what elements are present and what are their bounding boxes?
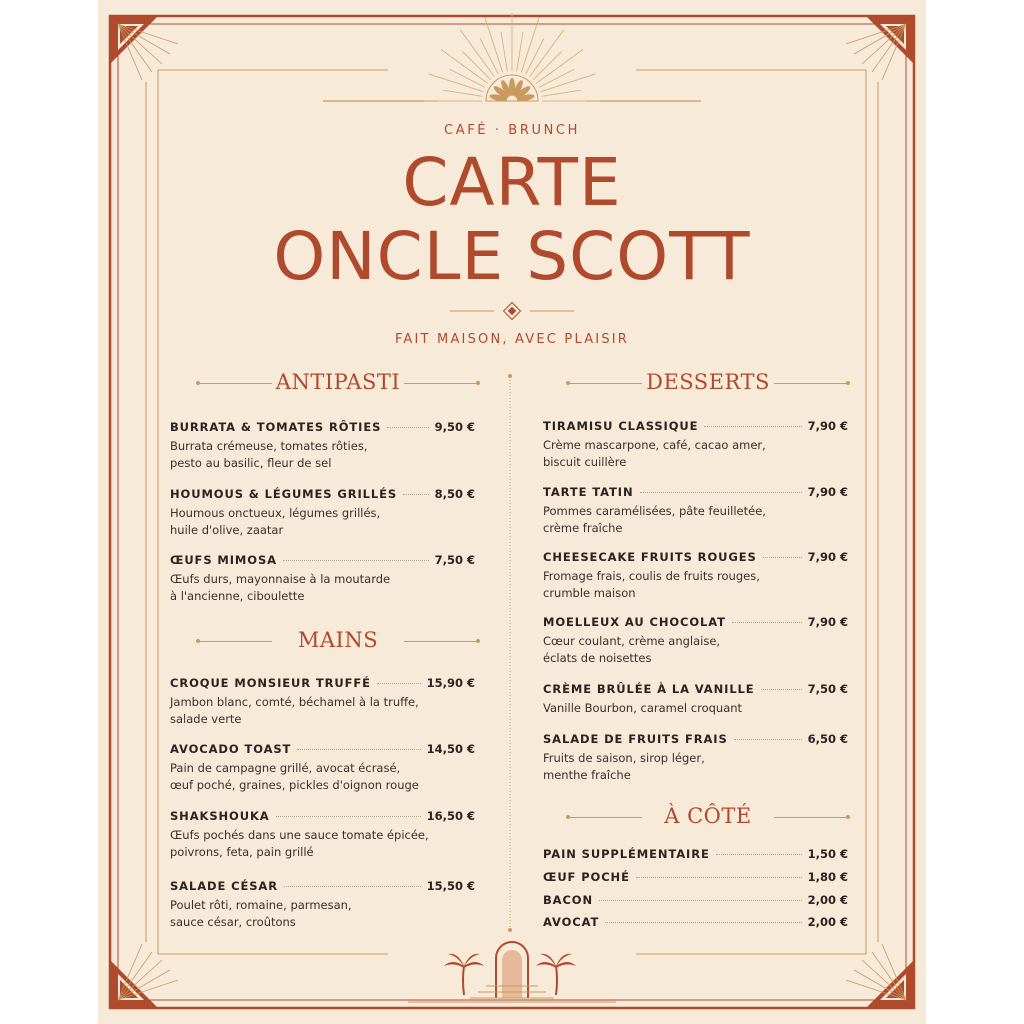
item-price: 15,50 €: [426, 879, 475, 893]
menu-item: [543, 893, 848, 907]
palm-tree-icon: [444, 954, 484, 995]
menu-item: [170, 809, 475, 861]
item-name: SALADE CÉSAR: [170, 879, 278, 893]
menu-item: [543, 485, 848, 537]
item-description: Fromage frais, coulis de fruits rouges, crumble maison: [543, 569, 760, 600]
menu-item: [170, 676, 475, 728]
item-name: ŒUFS MIMOSA: [170, 553, 277, 567]
item-price: 7,50 €: [434, 553, 475, 567]
item-description: Pain de campagne grillé, avocat écrasé, œuf poché, graines, pickles d'oignon rouge: [170, 761, 419, 792]
item-description: Œufs durs, mayonnaise à la moutarde à l'ancienne, ciboulette: [170, 572, 391, 603]
item-description: Œufs pochés dans une sauce tomate épicée, poivrons, feta, pain grillé: [170, 828, 429, 859]
item-name: SHAKSHOUKA: [170, 809, 270, 823]
item-name: MOELLEUX AU CHOCOLAT: [543, 615, 726, 629]
menu-item: [170, 742, 475, 794]
menu-item: [170, 879, 475, 931]
section-title-desserts: DESSERTS: [568, 372, 848, 393]
item-description: Crème mascarpone, café, cacao amer, biscuit cuillère: [543, 438, 766, 469]
palm-tree-icon: [536, 954, 576, 995]
item-price: 2,00 €: [807, 893, 848, 907]
sunburst-fan-icon: [424, 13, 600, 103]
menu-card: [98, 0, 926, 1024]
item-name: CRÈME BRÛLÉE À LA VANILLE: [543, 682, 755, 696]
item-description: Burrata crémeuse, tomates rôties, pesto au basilic, fleur de sel: [170, 439, 368, 470]
item-name: BACON: [543, 893, 594, 907]
menu-item: [543, 870, 848, 884]
item-price: 1,50 €: [807, 847, 848, 861]
item-price: 1,80 €: [807, 870, 848, 884]
item-name: SALADE DE FRUITS FRAIS: [543, 732, 728, 746]
menu-item: [543, 550, 848, 602]
menu-item: [543, 915, 848, 929]
archway-icon: [408, 942, 616, 1002]
menu-item: [543, 682, 848, 717]
item-name: TIRAMISU CLASSIQUE: [543, 419, 699, 433]
item-name: ŒUF POCHÉ: [543, 870, 630, 884]
item-price: 16,50 €: [426, 809, 475, 823]
item-price: 7,90 €: [807, 485, 848, 499]
menu-title-line2: ONCLE SCOTT: [273, 218, 751, 295]
item-description: Jambon blanc, comté, béchamel à la truffe, salade verte: [170, 695, 419, 726]
item-name: AVOCADO TOAST: [170, 742, 292, 756]
item-price: 7,90 €: [807, 550, 848, 564]
menu-item: [543, 419, 848, 471]
item-price: 7,90 €: [807, 615, 848, 629]
item-name: TARTE TATIN: [543, 485, 634, 499]
item-description: Vanille Bourbon, caramel croquant: [543, 701, 743, 715]
item-price: 7,50 €: [807, 682, 848, 696]
menu-item: [543, 732, 848, 784]
item-description: Fruits de saison, sirop léger, menthe fraîche: [543, 751, 705, 782]
menu-item: [543, 615, 848, 667]
item-price: 14,50 €: [426, 742, 475, 756]
item-price: 2,00 €: [807, 915, 848, 929]
item-description: Poulet rôti, romaine, parmesan, sauce césar, croûtons: [170, 898, 352, 929]
item-name: CHEESECAKE FRUITS ROUGES: [543, 550, 757, 564]
menu-item: [170, 487, 475, 539]
menu-item: [170, 420, 475, 472]
section-title-mains: MAINS: [198, 630, 478, 651]
item-price: 7,90 €: [807, 419, 848, 433]
header-eyebrow: CAFÉ · BRUNCH: [444, 123, 580, 138]
menu-tagline: FAIT MAISON, AVEC PLAISIR: [394, 332, 630, 347]
item-description: Pommes caramélisées, pâte feuilletée, crème fraîche: [543, 504, 766, 535]
menu-title-line1: CARTE: [402, 144, 622, 221]
item-name: PAIN SUPPLÉMENTAIRE: [543, 847, 710, 861]
diamond-divider-icon: [450, 303, 574, 320]
menu-item: [170, 553, 475, 605]
item-price: 6,50 €: [807, 732, 848, 746]
item-description: Houmous onctueux, légumes grillés, huile d'olive, zaatar: [170, 506, 381, 537]
section-title-sides: À CÔTÉ: [568, 806, 848, 827]
item-name: BURRATA & TOMATES RÔTIES: [170, 420, 382, 434]
item-name: AVOCAT: [543, 915, 600, 929]
item-price: 15,90 €: [426, 676, 475, 690]
menu-item: [543, 847, 848, 861]
item-name: HOUMOUS & LÉGUMES GRILLÉS: [170, 487, 398, 501]
item-price: 8,50 €: [434, 487, 475, 501]
section-title-antipasti: ANTIPASTI: [198, 372, 478, 393]
item-description: Cœur coulant, crème anglaise, éclats de noisettes: [543, 634, 721, 665]
item-name: CROQUE MONSIEUR TRUFFÉ: [170, 676, 371, 690]
item-price: 9,50 €: [434, 420, 475, 434]
